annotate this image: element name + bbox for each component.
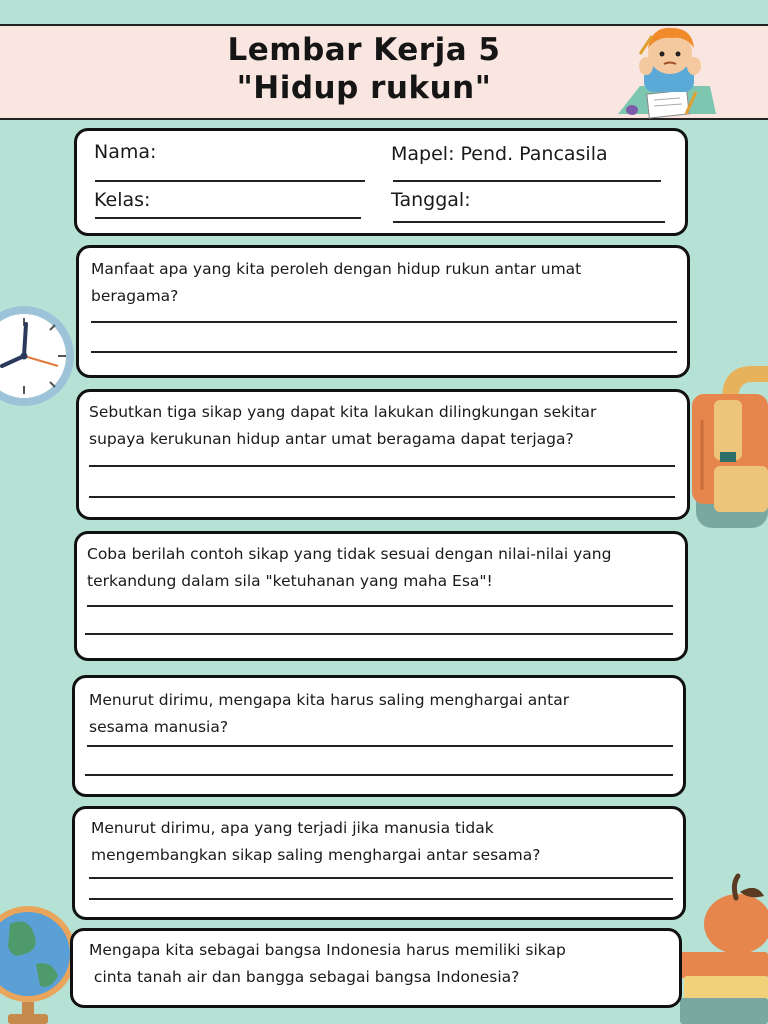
student-info-box [74,128,688,236]
subject-label: Mapel: Pend. Pancasila [391,143,608,165]
globe-icon [0,894,80,1024]
question-5-line-2: mengembangkan sikap saling menghargai antar sesama? [91,846,541,864]
question-3-line-2: terkandung dalam sila "ketuhanan yang maha Esa"! [87,572,493,590]
date-label: Tanggal: [391,189,471,211]
question-6-line-1: Mengapa kita sebagai bangsa Indonesia harus memiliki sikap [89,941,566,959]
apple-on-books-icon [680,872,768,1024]
answer-line[interactable] [89,496,675,498]
question-box-2 [76,389,690,520]
question-5-line-1: Menurut dirimu, apa yang terjadi jika manusia tidak [91,819,494,837]
question-4-line-1: Menurut dirimu, mengapa kita harus saling menghargai antar [89,691,570,709]
thinking-boy-illustration [610,14,718,122]
question-1-line-2: beragama? [91,287,179,305]
question-6-line-2: cinta tanah air dan bangga sebagai bangsa Indonesia? [89,968,520,986]
question-4-line-2: sesama manusia? [89,718,229,736]
answer-line[interactable] [87,745,673,747]
answer-line[interactable] [85,633,673,635]
answer-line[interactable] [89,465,675,467]
question-box-5 [72,806,686,920]
date-field[interactable] [393,221,665,223]
question-box-3 [74,531,688,661]
school-bag-icon [692,360,768,530]
question-2-line-1: Sebutkan tiga sikap yang dapat kita lakukan dilingkungan sekitar [89,403,597,421]
name-field[interactable] [95,180,365,182]
class-field[interactable] [95,217,361,219]
question-1-line-1: Manfaat apa yang kita peroleh dengan hidup rukun antar umat [91,260,582,278]
question-box-1 [76,245,690,378]
question-box-6 [70,928,682,1008]
class-label: Kelas: [94,189,151,211]
answer-line[interactable] [87,605,673,607]
question-box-4 [72,675,686,797]
answer-line[interactable] [85,774,673,776]
worksheet-subtitle: "Hidup rukun" [236,70,492,106]
question-2-line-2: supaya kerukunan hidup antar umat beragama dapat terjaga? [89,430,574,448]
worksheet-title: Lembar Kerja 5 [227,32,501,68]
answer-line[interactable] [89,877,673,879]
answer-line[interactable] [89,898,673,900]
answer-line[interactable] [91,321,677,323]
wall-clock-icon [0,304,78,408]
question-3-line-1: Coba berilah contoh sikap yang tidak sesuai dengan nilai-nilai yang [87,545,612,563]
subject-field[interactable] [393,180,661,182]
answer-line[interactable] [91,351,677,353]
name-label: Nama: [94,141,157,163]
